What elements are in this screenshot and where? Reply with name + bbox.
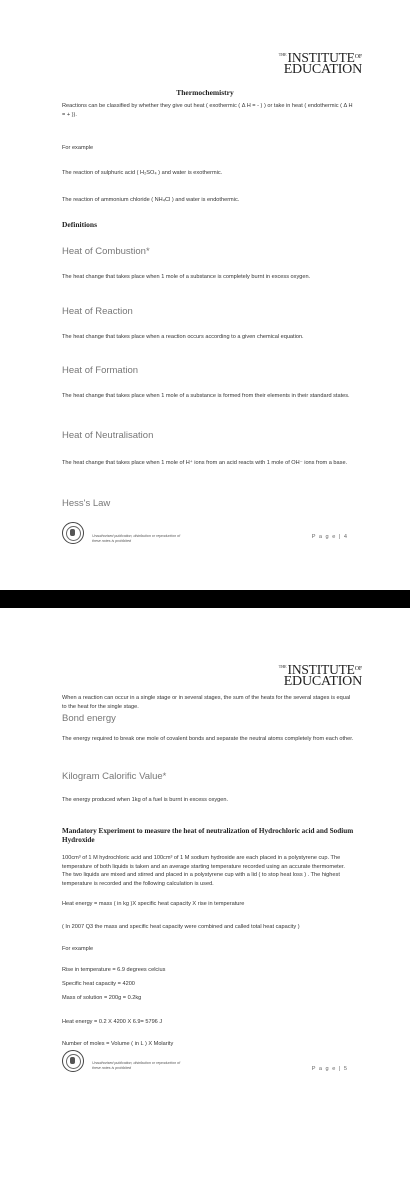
calorific-value-heading: Kilogram Calorific Value* <box>62 771 167 782</box>
page-separator <box>0 590 410 608</box>
institute-logo: $^{THE}INSTITUTE^{OF}$ EDUCATION <box>278 50 362 77</box>
institute-logo: $^{THE}INSTITUTE^{OF}$ EDUCATION <box>278 662 362 689</box>
rise-in-temperature: Rise in temperature = 6.9 degrees celcius <box>62 967 166 973</box>
page-number: P a g e | 5 <box>311 1066 348 1072</box>
page-title: Thermochemistry <box>176 88 234 97</box>
footer-note: Unauthorised publication, distribution or reproduction of these notes is prohibited <box>92 1061 181 1070</box>
document-page-4 <box>0 0 410 590</box>
section-heading: Heat of Combustion* <box>62 246 150 257</box>
bond-energy-text: The energy required to break one mole of covalent bonds and separate the neutral atoms completely from each other. <box>62 736 354 742</box>
example-exothermic: The reaction of sulphuric acid ( H₂SO₄ ) and water is exothermic. <box>62 170 223 176</box>
heat-energy-calculation: Heat energy = 0.2 X 4200 X 6.9= 5796 J <box>62 1019 163 1025</box>
experiment-heading: Mandatory Experiment to measure the heat of neutralization of Hydrochloric acid and Sodium Hydroxide <box>62 827 354 844</box>
specific-heat-capacity: Specific heat capacity = 4200 <box>62 981 135 987</box>
section-heading: Heat of Reaction <box>62 306 133 317</box>
for-example-label: For example <box>62 946 94 952</box>
section-text: The heat change that takes place when 1 mole of a substance is completely burnt in excess oxygen. <box>62 274 311 280</box>
bond-energy-heading: Bond energy <box>62 713 116 724</box>
section-text: The heat change that takes place when a reaction occurs according to a given chemical equation. <box>62 334 304 340</box>
section-heading: Heat of Neutralisation <box>62 430 154 441</box>
intro-paragraph: Reactions can be classified by whether they give out heat ( exothermic ( Δ H = - ) ) or take in heat ( endothermic ( Δ H = + )). <box>62 103 353 118</box>
hess-law-heading: Hess's Law <box>62 498 111 509</box>
section-text: The heat change that takes place when 1 mole of a substance is formed from their elements in their standard states. <box>62 393 350 399</box>
experiment-text: 100cm³ of 1 M hydrochloric acid and 100cm³ of 1 M sodium hydroxide are each placed in a polystyrene cup. The temperature of both liquids is taken and an average starting temperature recorded using an accurate thermometer. The two liquids are mixed and stirred and placed in a polystyrene cup with a lid ( to stop heat loss ) . The highest temperature is recorded and the following calculation is used. <box>62 855 345 887</box>
calorific-value-text: The energy produced when 1kg of a fuel is burnt in excess oxygen. <box>62 797 229 803</box>
for-example-label: For example <box>62 145 94 151</box>
hess-law-text: When a reaction can occur in a single stage or in several stages, the sum of the heats for the several stages is equal to the heat for the single stage. <box>62 695 351 710</box>
section-text: The heat change that takes place when 1 mole of H⁺ ions from an acid reacts with 1 mole of OH⁻ ions from a base. <box>62 460 348 466</box>
mass-of-solution: Mass of solution = 200g = 0.2kg <box>62 995 142 1001</box>
example-endothermic: The reaction of ammonium chloride ( NH₄Cl ) and water is endothermic. <box>62 197 240 203</box>
heat-energy-formula: Heat energy = mass ( in kg )X specific heat capacity X rise in temperature <box>62 901 245 907</box>
page-number: P a g e | 4 <box>311 534 348 540</box>
section-heading: Heat of Formation <box>62 365 139 376</box>
footer-note: Unauthorised publication, distribution or reproduction of these notes is prohibited <box>92 534 181 543</box>
document-page-5 <box>0 608 410 1200</box>
definitions-heading: Definitions <box>62 220 98 229</box>
note-2007: ( In 2007 Q3 the mass and specific heat capacity were combined and called total heat capacity ) <box>62 924 300 930</box>
institute-seal-icon <box>62 522 84 544</box>
institute-seal-icon <box>62 1050 84 1072</box>
number-of-moles: Number of moles = Volume ( in L ) X Molarity <box>62 1041 174 1047</box>
